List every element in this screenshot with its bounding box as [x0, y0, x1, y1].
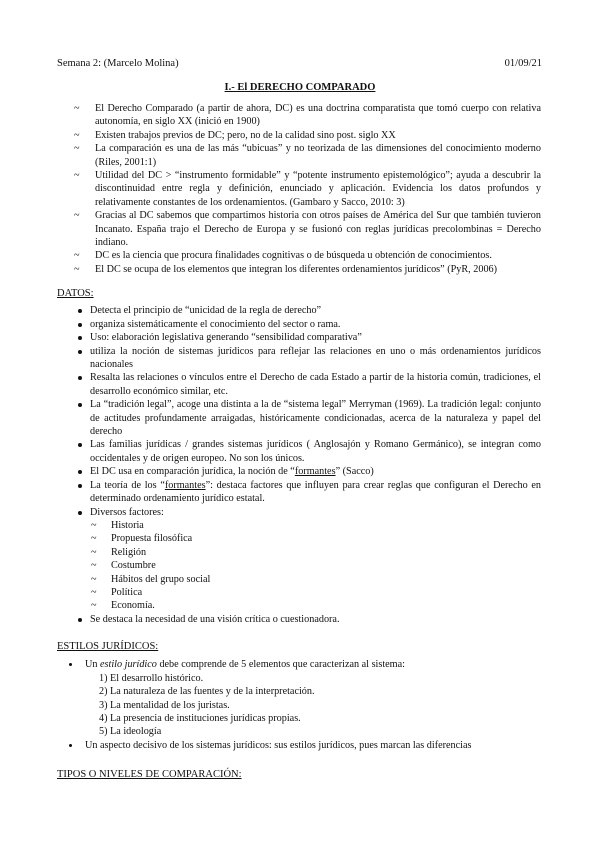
- datos-section: [57, 287, 541, 626]
- header-course: Semana 2: (Marcelo Molina): [57, 58, 179, 69]
- intro-item: ~ La comparación es una de las más “ubicuas” y no teorizada de las dimensiones del conocimiento moderno (Riles, 2001:1): [57, 142, 541, 169]
- estilo-juridico-term: estilo jurídico: [100, 659, 157, 671]
- tipos-section: [57, 768, 541, 781]
- factor-item: ~ Política: [91, 586, 541, 599]
- datos-item: Las familias jurídicas / grandes sistemas jurídicos ( Anglosajón y Romano Germánico), se integran como occidentales y de origen europeo. No son los únicos.: [57, 438, 541, 465]
- intro-item: ~ DC es la ciencia que procura finalidades cognitivas o de búsqueda u obtención de conocimientos.: [57, 249, 541, 262]
- datos-item: Se destaca la necesidad de una visión crítica o cuestionadora.: [57, 613, 541, 626]
- factor-item: ~ Religión: [91, 546, 541, 559]
- estilos-elements: [83, 672, 541, 739]
- factores-list: [91, 519, 541, 613]
- datos-item: utiliza la noción de sistemas jurídicos para reflejar las relaciones en uno o más ordenamientos jurídicos nacionales: [57, 345, 541, 372]
- estilo-element: 2) La naturaleza de las fuentes y de la interpretación.: [99, 686, 315, 698]
- formantes-term: formantes: [294, 466, 336, 478]
- datos-list: [57, 304, 541, 519]
- formantes-term: formantes: [164, 479, 206, 491]
- factor-item: ~ Costumbre: [91, 559, 541, 572]
- factor-item: ~ Historia: [91, 519, 541, 532]
- datos-item: Detecta el principio de “unicidad de la regla de derecho”: [57, 304, 541, 317]
- estilos-closing: Un aspecto decisivo de los sistemas jurídicos: sus estilos jurídicos, pues marcan las diferencias: [57, 739, 541, 752]
- header-date: 01/09/21: [504, 58, 542, 69]
- intro-item: ~ El DC se ocupa de los elementos que integran los diferentes ordenamientos jurídicos” (PyR, 2006): [57, 263, 541, 276]
- intro-list: [57, 102, 541, 276]
- estilos-list: [57, 658, 541, 671]
- datos-closing-list: [57, 613, 541, 626]
- estilo-element: 3) La mentalidad de los juristas.: [99, 699, 230, 711]
- intro-section: [57, 102, 541, 276]
- estilos-section: [57, 640, 541, 752]
- estilos-lead: Un estilo jurídico debe comprende de 5 elementos que caracterizan al sistema:: [57, 658, 541, 671]
- datos-item-formantes-theory: La teoría de los “formantes”: destaca factores que influyen para crear reglas que configuran el Derecho en determinado ordenamiento jurídico estatal.: [57, 479, 541, 506]
- estilos-heading: ESTILOS JURÍDICOS:: [57, 641, 159, 652]
- datos-item: Resalta las relaciones o vínculos entre el Derecho de cada Estado a partir de la historia común, tradiciones, el desarrollo económico similar, etc.: [57, 371, 541, 398]
- datos-item: organiza sistemáticamente el conocimiento del sector o rama.: [57, 318, 541, 331]
- datos-heading: DATOS:: [57, 288, 94, 299]
- estilo-element: 4) La presencia de instituciones jurídicas propias.: [99, 713, 301, 725]
- factor-item: ~ Propuesta filosófica: [91, 532, 541, 545]
- estilos-closing-list: [57, 739, 541, 752]
- datos-item: Diversos factores:: [57, 506, 541, 519]
- factor-item: ~ Economía.: [91, 599, 541, 612]
- intro-item: ~ Utilidad del DC > “instrumento formidable” y “potente instrumento epistemológico”; ayuda a descubrir la discontinuidad entre regla y definición, enunciado y aplicación. Evidencia los datos profundos y relativamente constantes de los ordenamientos. (Gambaro y Sacco, 2010: 3): [57, 169, 541, 209]
- datos-item: La “tradición legal”, acoge una distinta a la de “sistema legal” Merryman (1969). La tradición legal: conjunto de actitudes profundamente arraigadas, históricamente condicionadas, acerca de la naturaleza y papel del derecho: [57, 398, 541, 438]
- estilo-element: 1) El desarrollo histórico.: [99, 672, 204, 684]
- section-title: I.- El DERECHO COMPARADO: [224, 82, 376, 93]
- datos-item: Uso: elaboración legislativa generando “sensibilidad comparativa”: [57, 331, 541, 344]
- intro-item: ~ El Derecho Comparado (a partir de ahora, DC) es una doctrina comparatista que tomó cuerpo con relativa autonomía, en siglo XX (inició en 1900): [57, 102, 541, 129]
- intro-item: ~ Existen trabajos previos de DC; pero, no de la calidad sino post. siglo XX: [57, 129, 541, 142]
- datos-item-formantes: El DC usa en comparación jurídica, la noción de “formantes” (Sacco): [57, 465, 541, 478]
- estilo-element: 5) La ideología: [99, 726, 162, 738]
- factor-item: ~ Hábitos del grupo social: [91, 573, 541, 586]
- tipos-heading: TIPOS O NIVELES DE COMPARACIÓN:: [57, 769, 242, 780]
- intro-item: ~ Gracias al DC sabemos que compartimos historia con otros países de América del Sur que también tuvieron Incanato. España trajo el Derecho de Europa y se fusionó con reglas jurídicas precolombinas = Derecho indiano.: [57, 209, 541, 249]
